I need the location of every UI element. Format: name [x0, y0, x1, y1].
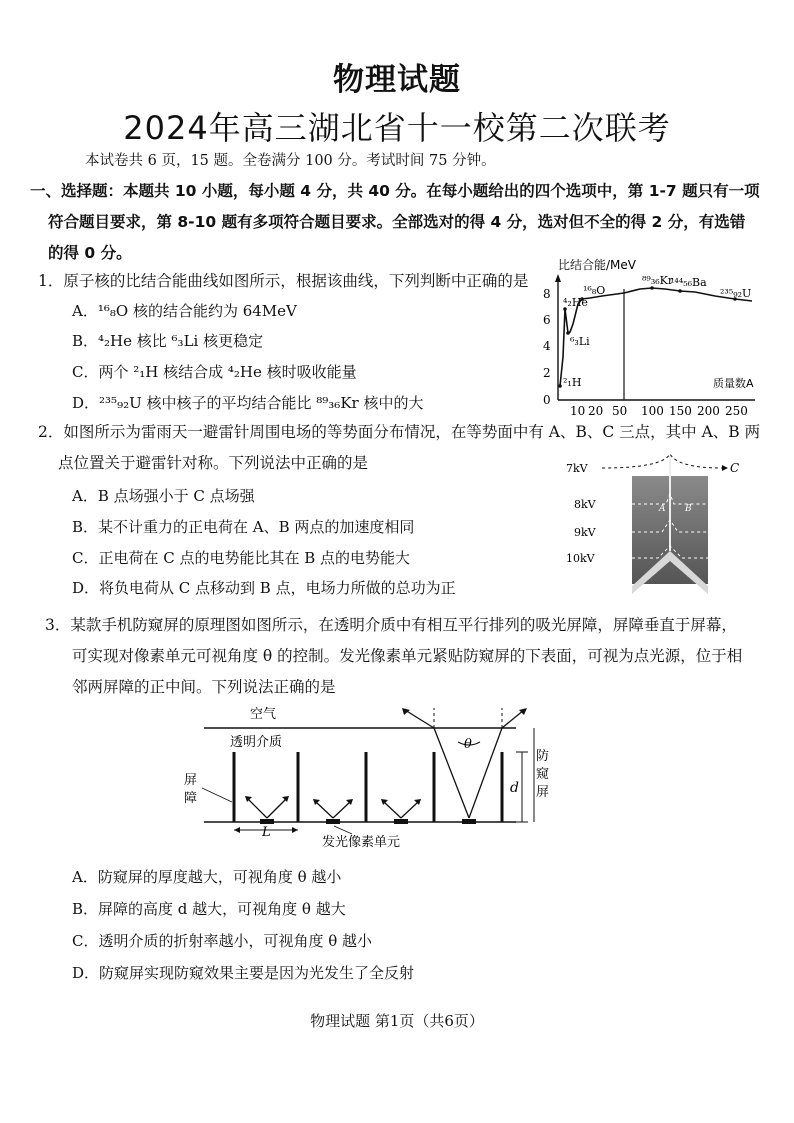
- x-tick: 100: [641, 404, 664, 418]
- q3-stem-1: 3．某款手机防窥屏的原理图如图所示，在透明介质中有相互平行排列的吸光屏障，屏障垂直于屏幕，: [45, 616, 737, 634]
- label-10kv: 10kV: [566, 552, 595, 565]
- pixel: [394, 819, 408, 824]
- page-footer: 物理试题 第1页（共6页）: [310, 1012, 484, 1030]
- label-h: ²₁H: [563, 376, 582, 389]
- label-o: ¹⁶₈O: [583, 284, 606, 297]
- screen-label-2: 窥: [536, 767, 550, 782]
- x-tick: 20: [588, 404, 604, 418]
- d-label: d: [510, 780, 519, 796]
- lightning-rod-figure: [562, 446, 742, 594]
- q3-option-a: A．防窥屏的厚度越大，可视角度 θ 越小: [72, 868, 342, 886]
- dimension-l-arrow: [234, 827, 240, 833]
- barrier-label-1: 屏: [184, 773, 198, 788]
- screen-label-3: 屏: [536, 785, 550, 800]
- x-tick: 250: [725, 404, 748, 418]
- q3-stem-3: 邻两屏障的正中间。下列说法正确的是: [72, 678, 336, 696]
- y-tick: 4: [543, 339, 551, 353]
- y-tick: 6: [543, 313, 551, 327]
- q1-option-a: A．¹⁶₈O 核的结合能约为 64MeV: [72, 302, 297, 320]
- label-8kv: 8kV: [574, 498, 596, 511]
- barrier-pointer: [202, 788, 232, 802]
- q2-option-d: D．将负电荷从 C 点移动到 B 点，电场力所做的总功为正: [72, 579, 456, 597]
- q3-option-b: B．屏障的高度 d 越大，可视角度 θ 越大: [72, 900, 346, 918]
- l-label: L: [262, 825, 271, 840]
- q1-option-c: C．两个 ²₁H 核结合成 ⁴₂He 核时吸收能量: [72, 363, 357, 381]
- equipotential-7kv: [602, 454, 722, 468]
- point-c-label: C: [730, 461, 740, 475]
- q3-stem-2: 可实现对像素单元可视角度 θ 的控制。发光像素单元紧贴防窥屏的下表面，可视为点光源，位于相: [72, 647, 743, 665]
- pixel-label: 发光像素单元: [322, 835, 401, 850]
- q1-option-d: D．²³⁵₉₂U 核中核子的平均结合能比 ⁸⁹₃₆Kr 核中的大: [72, 394, 424, 412]
- barrier-label-2: 障: [184, 791, 198, 806]
- ray-arrow: [402, 708, 410, 715]
- q3-option-d: D．防窥屏实现防窥效果主要是因为光发生了全反射: [72, 964, 415, 982]
- q2-stem-2: 点位置关于避雷针对称。下列说法中正确的是: [58, 454, 369, 472]
- y-tick: 2: [543, 366, 551, 380]
- pixel: [326, 819, 340, 824]
- label-ba: ¹⁴⁴₅₆Ba: [670, 276, 707, 289]
- dimension-l-arrow: [292, 827, 298, 833]
- point-a-label: A: [659, 504, 666, 514]
- x-tick: 10: [570, 404, 586, 418]
- binding-energy-chart: [530, 252, 770, 424]
- q1-option-b: B．⁴₂He 核比 ⁶₃Li 核更稳定: [72, 332, 264, 350]
- y-axis-arrow: [555, 274, 561, 282]
- y-tick: 0: [543, 393, 551, 407]
- label-kr: ⁸⁹₃₆Kr: [642, 274, 674, 287]
- theta-label: θ: [464, 737, 472, 752]
- label-li: ⁶₃Li: [570, 335, 590, 348]
- q3-option-c: C．透明介质的折射率越小，可视角度 θ 越小: [72, 932, 373, 950]
- screen-label-1: 防: [536, 749, 550, 764]
- q2-option-a: A．B 点场强小于 C 点场强: [72, 487, 255, 505]
- arrow-to-c: [722, 465, 728, 471]
- section-line-1: 一、选择题：本题共 10 小题，每小题 4 分，共 40 分。在每小题给出的四个选项中，第 1-7 题只有一项: [30, 182, 760, 200]
- pixel: [260, 819, 274, 824]
- label-u: ²³⁵₉₂U: [720, 287, 752, 300]
- point-b-label: B: [685, 504, 692, 514]
- privacy-screen-figure: [172, 702, 562, 857]
- exam-subtitle: 2024年高三湖北省十一校第二次联考: [123, 109, 671, 147]
- y-tick: 8: [543, 287, 551, 301]
- point-h: [558, 384, 562, 388]
- q1-stem: 1．原子核的比结合能曲线如图所示，根据该曲线，下列判断中正确的是: [38, 272, 529, 290]
- pixel: [462, 819, 476, 824]
- ray-arrow: [519, 708, 527, 715]
- chart-xlabel: 质量数A: [713, 377, 754, 390]
- x-tick: 150: [669, 404, 692, 418]
- section-line-3: 的得 0 分。: [48, 244, 132, 262]
- label-7kv: 7kV: [566, 462, 588, 475]
- page-title: 物理试题: [333, 62, 461, 98]
- q2-option-c: C．正电荷在 C 点的电势能比其在 B 点的电势能大: [72, 549, 411, 567]
- chart-ylabel: 比结合能/MeV: [558, 258, 636, 272]
- label-he: ⁴₂He: [563, 296, 588, 309]
- air-label: 空气: [250, 707, 277, 722]
- pixel-pointer: [334, 826, 352, 834]
- exam-note: 本试卷共 6 页，15 题。全卷满分 100 分。考试时间 75 分钟。: [85, 153, 496, 169]
- q2-stem-1: 2．如图所示为雷雨天一避雷针周围电场的等势面分布情况，在等势面中有 A、B、C 三点，其中 A、B 两: [38, 423, 761, 441]
- point-ba: [678, 289, 682, 293]
- q2-option-b: B．某不计重力的正电荷在 A、B 两点的加速度相同: [72, 518, 415, 536]
- x-tick: 200: [697, 404, 720, 418]
- section-line-2: 符合题目要求，第 8-10 题有多项符合题目要求。全部选对的得 4 分，选对但不全的得 2 分，有选错: [48, 213, 746, 231]
- x-tick: 50: [612, 404, 628, 418]
- medium-label: 透明介质: [230, 735, 283, 750]
- label-9kv: 9kV: [574, 526, 596, 539]
